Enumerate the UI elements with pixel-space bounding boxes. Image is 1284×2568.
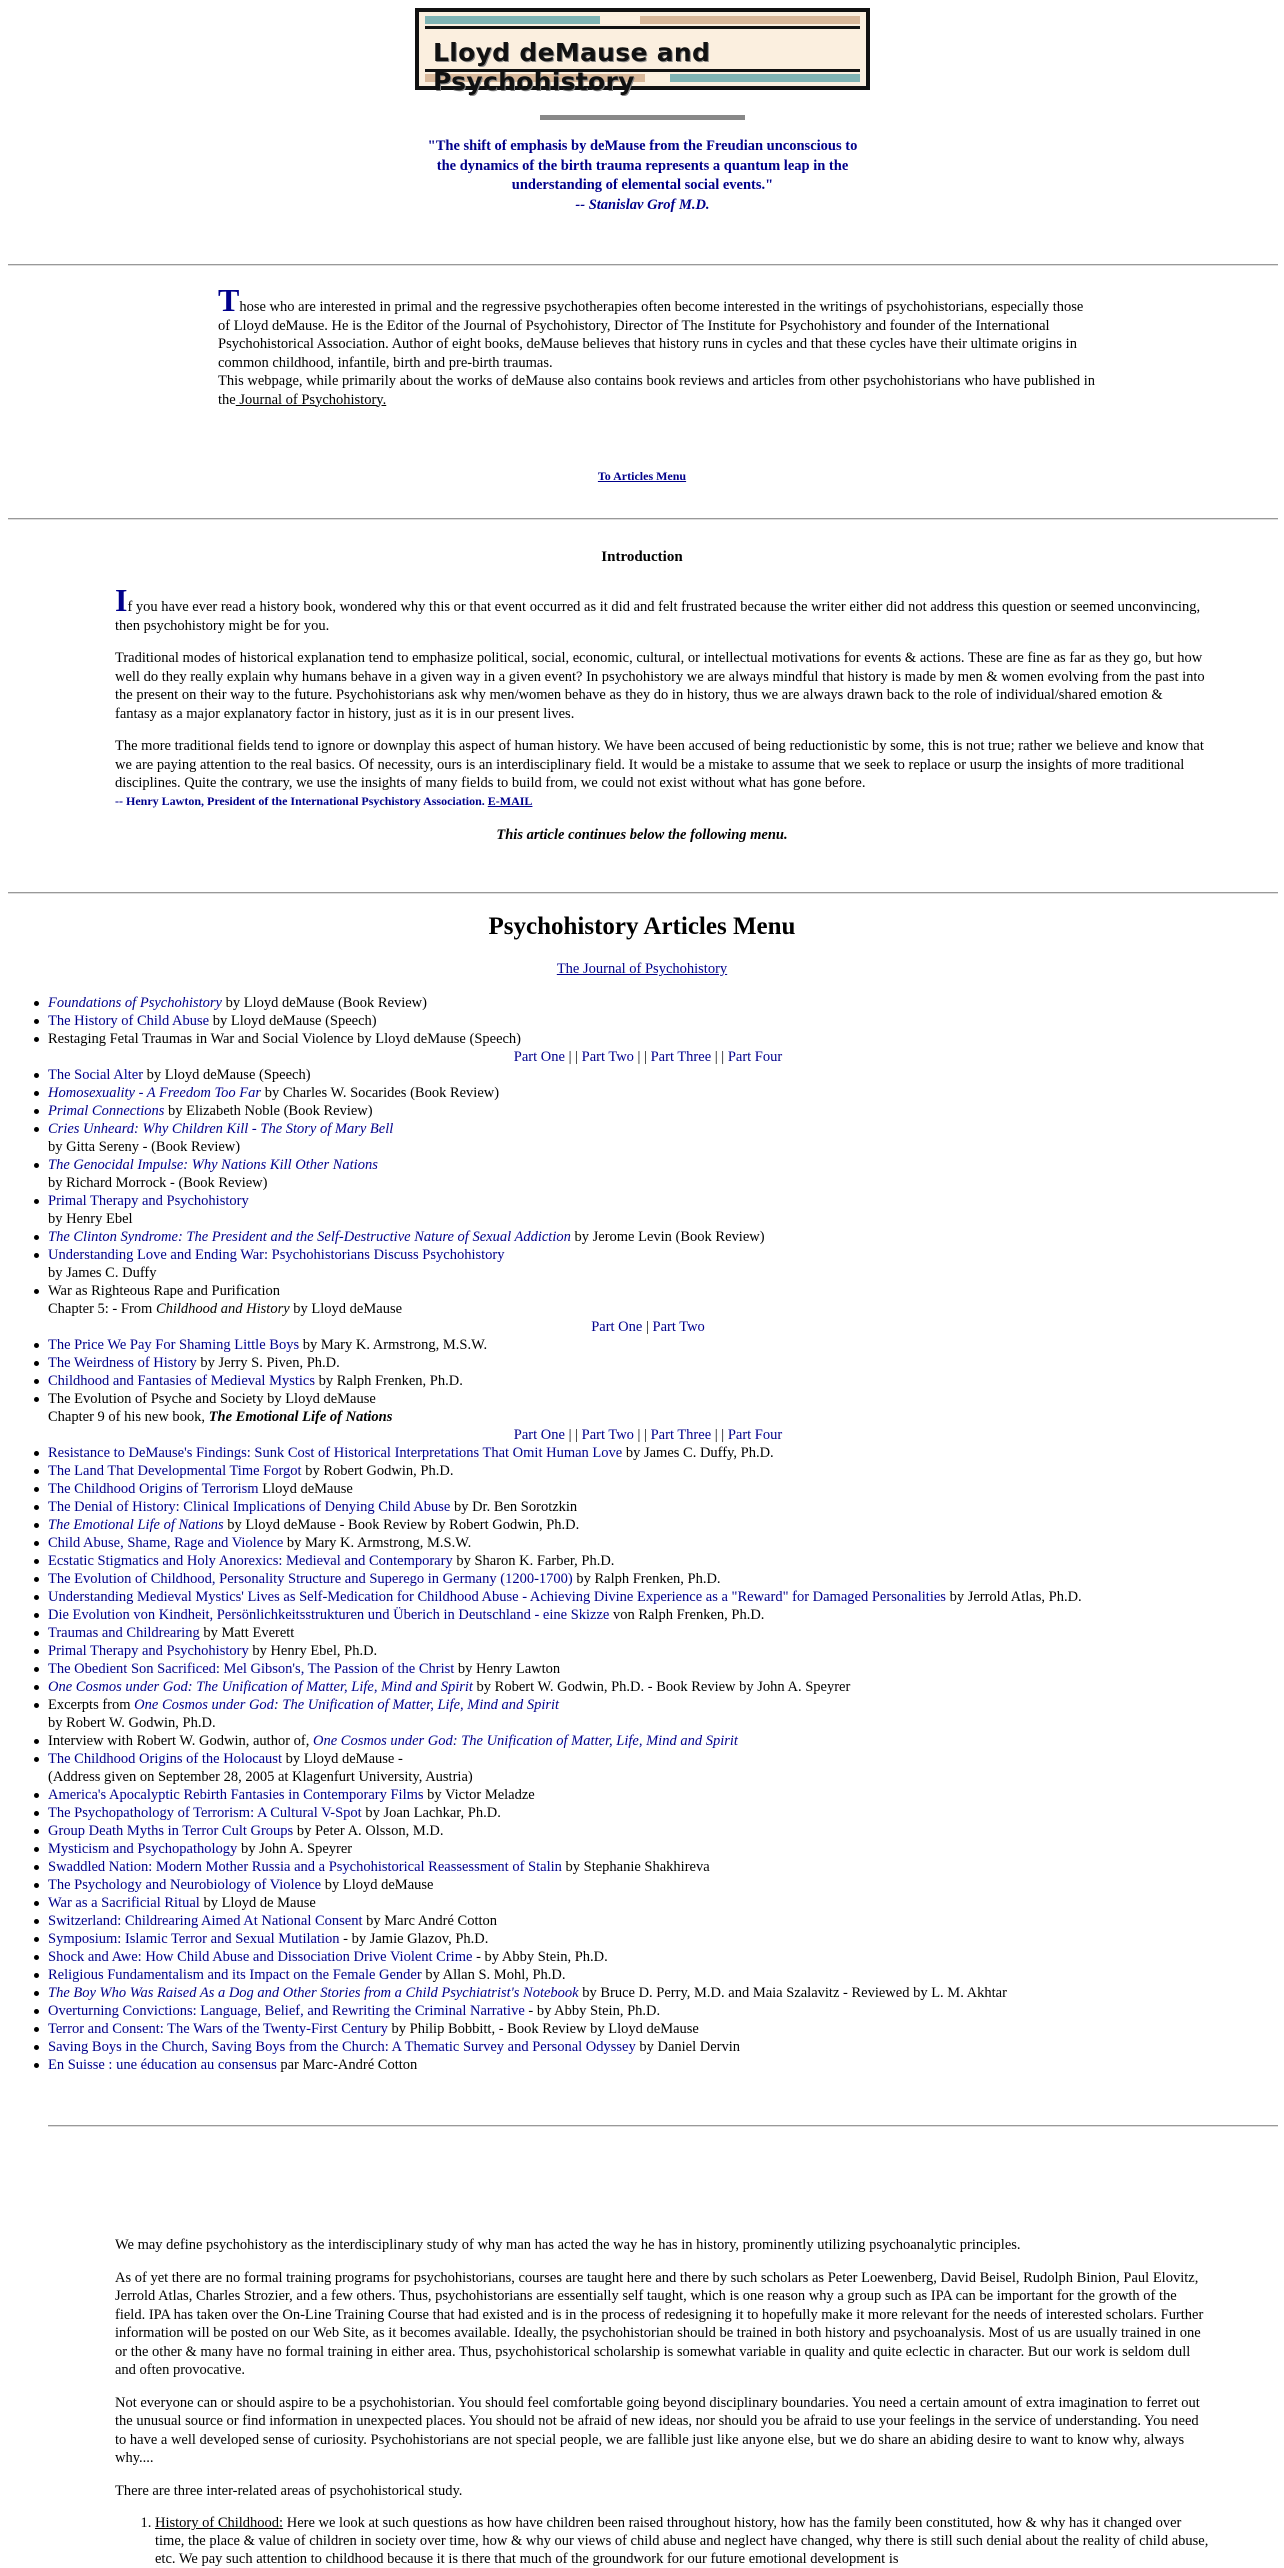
part-separator: |: [642, 1319, 653, 1335]
introduction-heading: Introduction: [601, 549, 683, 565]
article-link[interactable]: America's Apocalyptic Rebirth Fantasies in Contemporary Films: [48, 1787, 424, 1803]
list-item: [48, 1066, 1248, 1084]
item-author: by Lloyd deMause (Speech): [209, 1013, 377, 1029]
article-link[interactable]: The Weirdness of History: [48, 1355, 197, 1371]
study-areas-list: [115, 2514, 1210, 2568]
item-author: by Dr. Ben Sorotzkin: [450, 1499, 578, 1515]
article-link[interactable]: One Cosmos under God: The Unification of Matter, Life, Mind and Spirit: [134, 1697, 560, 1713]
item-author: by Elizabeth Noble (Book Review): [164, 1103, 373, 1119]
part-links: [48, 1426, 1248, 1444]
list-item: [48, 1030, 1248, 1048]
item-author: by Allan S. Mohl, Ph.D.: [421, 1967, 566, 1983]
journal-link[interactable]: Journal of Psychohistory.: [235, 391, 387, 408]
list-item: [48, 1408, 1248, 1426]
list-item: [48, 1480, 1248, 1498]
item-text: by Henry Ebel: [48, 1211, 133, 1227]
continued-p2: As of yet there are no formal training programs for psychohistorians, courses are taught here and there by such scholars as Peter Loewenberg, David Beisel, Rudolph Binion, Paul Elovitz, Jerrold Atlas, Charles Strozier, and a few others. Thus, psychohistorians are essentially self taught, which is one reason why a group such as IPA can be important for the growth of the field. IPA has taken over the On-Line Training Course that had existed and is in the process of redesigning it to hopefully make it more relevant for the needs of interested scholars. Further information will be posted on our Web Site, as it becomes available. Ideally, the psychohistorian should be trained in both history and psychoanalysis. Most of us are usually trained in one or the other & many have no formal training in either area. Thus, psychohistorical scholarship is somewhat variable in quality and quite eclectic in character. But our work is seldom dull and often provocative.: [115, 2269, 1204, 2378]
article-link[interactable]: The Clinton Syndrome: The President and the Self-Destructive Nature of Sexual Addiction: [48, 1229, 571, 1245]
list-item: [48, 1696, 1248, 1714]
article-link[interactable]: The Boy Who Was Raised As a Dog and Other Stories from a Child Psychiatrist's Notebook: [48, 1985, 579, 2001]
quote-text: "The shift of emphasis by deMause from the Freudian unconscious to the dynamics of the birth trauma represents a quantum leap in the understanding of elemental social events.": [427, 138, 858, 193]
item-author: by John A. Speyrer: [237, 1841, 353, 1857]
part-link[interactable]: Part One: [513, 1427, 565, 1443]
banner-title: Lloyd deMause and Psychohistory: [433, 38, 711, 96]
list-item: [48, 1462, 1248, 1480]
continues-note: This article continues below the following menu.: [496, 827, 788, 843]
horizontal-rule: [48, 2125, 1278, 2127]
item-author: by Philip Bobbitt, - Book Review by Lloyd deMause: [387, 2021, 699, 2037]
list-item: [48, 2038, 1248, 2056]
banner-decoration: [425, 16, 600, 24]
item-prefix: Interview with Robert W. Godwin, author of,: [48, 1733, 313, 1749]
banner-stripe: [425, 26, 860, 29]
list-item: [48, 1822, 1248, 1840]
article-link[interactable]: Saving Boys in the Church, Saving Boys from the Church: A Thematic Survey and Personal Odyssey: [48, 2039, 636, 2055]
item-author: Lloyd deMause: [258, 1481, 353, 1497]
article-link[interactable]: Cries Unheard: Why Children Kill - The Story of Mary Bell: [48, 1121, 394, 1137]
horizontal-rule: [8, 264, 1278, 266]
item-author: by Robert Godwin, Ph.D.: [301, 1463, 454, 1479]
horizontal-rule: [8, 518, 1278, 520]
list-item: [48, 1732, 1248, 1750]
item-author: by Jerry S. Piven, Ph.D.: [196, 1355, 340, 1371]
article-link[interactable]: Die Evolution von Kindheit, Persönlichkeitsstrukturen und Überich in Deutschland - eine Skizze: [48, 1607, 610, 1623]
article-link[interactable]: The Genocidal Impulse: Why Nations Kill Other Nations: [48, 1157, 378, 1173]
item-author: by Mary K. Armstrong, M.S.W.: [283, 1535, 472, 1551]
article-link[interactable]: One Cosmos under God: The Unification of Matter, Life, Mind and Spirit: [313, 1733, 738, 1749]
article-link[interactable]: The Denial of History: Clinical Implications of Denying Child Abuse: [48, 1499, 451, 1515]
part-link[interactable]: Part Three: [650, 1049, 712, 1065]
item-author: by Lloyd deMause (Book Review): [222, 995, 427, 1011]
item-author: by Marc André Cotton: [362, 1913, 498, 1929]
list-item: [48, 1246, 1248, 1264]
list-item: [48, 1984, 1248, 2002]
list-item: [48, 1138, 1248, 1156]
item-suffix: by Lloyd deMause: [289, 1301, 403, 1317]
item-author: by Jerome Levin (Book Review): [570, 1229, 765, 1245]
list-item: [48, 994, 1248, 1012]
article-link[interactable]: Primal Therapy and Psychohistory: [48, 1643, 249, 1659]
study-area-label: History of Childhood:: [155, 2515, 284, 2531]
part-separator: | |: [564, 1049, 582, 1065]
item-author: by James C. Duffy, Ph.D.: [622, 1445, 774, 1461]
list-item: [48, 1300, 1248, 1318]
list-item: [48, 2002, 1248, 2020]
article-link[interactable]: Traumas and Childrearing: [48, 1625, 200, 1641]
item-author: by Bruce D. Perry, M.D. and Maia Szalavitz - Reviewed by L. M. Akhtar: [578, 1985, 1007, 2001]
article-link[interactable]: One Cosmos under God: The Unification of Matter, Life, Mind and Spirit: [48, 1679, 473, 1695]
part-link[interactable]: Part Three: [650, 1427, 712, 1443]
list-item: [48, 1624, 1248, 1642]
list-item: [48, 1678, 1248, 1696]
article-link[interactable]: Group Death Myths in Terror Cult Groups: [48, 1823, 294, 1839]
item-author: by Sharon K. Farber, Ph.D.: [452, 1553, 615, 1569]
list-item: [48, 1948, 1248, 1966]
list-item: [48, 1354, 1248, 1372]
item-prefix: Chapter 9 of his new book,: [48, 1409, 209, 1425]
article-link[interactable]: The History of Child Abuse: [48, 1013, 210, 1029]
part-separator: | |: [633, 1427, 651, 1443]
list-item: [48, 1840, 1248, 1858]
list-item: [48, 1804, 1248, 1822]
part-link[interactable]: Part Four: [727, 1427, 783, 1443]
intro-text: hose who are interested in primal and the regressive psychotherapies often become interested in the writings of psychohistorians, especially those of Lloyd deMause. He is the Editor of the Journal of Psychohistory, Director of The Institute for Psychohistory and founder of the International Psychohistorical Association. Author of eight books, deMause believes that history runs in cycles and that these cycles have their ultimate origins in common childhood, infantile, birth and pre-birth traumas.: [218, 299, 1084, 371]
item-text: War as Righteous Rape and Purification: [48, 1283, 280, 1299]
article-link[interactable]: Overturning Convictions: Language, Belief, and Rewriting the Criminal Narrative: [48, 2003, 525, 2019]
list-item: [48, 1084, 1248, 1102]
introduction-p2: Traditional modes of historical explanation tend to emphasize political, social, economic, cultural, or intellectual motivations for events & actions. These are fine as far as they go, but how well do they really explain why humans behave in a given way in a given event? In psychohistory we are always mindful that history is made by men & women evolving from the past into the present on their way to the future. Psychohistorians ask why men/women behave as they do in history, thus we are always drawn back to the role of individual/shared emotion & fantasy as a major explanatory factor in history, just as it is in our present lives.: [115, 650, 1205, 722]
list-item: [48, 1012, 1248, 1030]
introduction-p3: The more traditional fields tend to ignore or downplay this aspect of human history. We have been accused of being reductionistic by some, this is not true; rather we believe and know that we are paying attention to the real basics. Of necessity, ours is an interdisciplinary field. It would be a mistake to assume that we seek to replace or usurp the insights of more traditional disciplines. Quite the contrary, we use the insights of many fields to build from, we could not exist without what has gone before.: [115, 738, 1204, 791]
item-author: by Stephanie Shakhireva: [561, 1859, 710, 1875]
item-author: by Peter A. Olsson, M.D.: [293, 1823, 444, 1839]
article-link[interactable]: Shock and Awe: How Child Abuse and Dissociation Drive Violent Crime: [48, 1949, 473, 1965]
article-link[interactable]: The Land That Developmental Time Forgot: [48, 1463, 302, 1479]
intro-paragraph-2: [218, 372, 1098, 409]
list-item: [48, 1210, 1248, 1228]
item-author: by Lloyd de Mause: [199, 1895, 316, 1911]
item-prefix: Excerpts from: [48, 1697, 135, 1713]
journal-link-wrap: [0, 960, 1284, 979]
email-link[interactable]: E-MAIL: [487, 793, 533, 808]
article-link[interactable]: En Suisse : une éducation au consensus: [48, 2057, 277, 2073]
item-text: by Robert W. Godwin, Ph.D.: [48, 1715, 216, 1731]
item-author: by Lloyd deMause -: [281, 1751, 403, 1767]
intro-block: [218, 282, 1098, 409]
item-author: by Lloyd deMause - Book Review by Robert Godwin, Ph.D.: [223, 1517, 580, 1533]
article-link[interactable]: Mysticism and Psychopathology: [48, 1841, 238, 1857]
part-links: [48, 1318, 1248, 1336]
article-link[interactable]: Swaddled Nation: Modern Mother Russia and a Psychohistorical Reassessment of Stalin: [48, 1859, 562, 1875]
item-text: Restaging Fetal Traumas in War and Social Violence by Lloyd deMause (Speech): [48, 1031, 522, 1047]
article-link[interactable]: The Emotional Life of Nations: [48, 1517, 224, 1533]
item-author: by Ralph Frenken, Ph.D.: [572, 1571, 721, 1587]
list-item: [48, 1552, 1248, 1570]
article-link[interactable]: The Psychopathology of Terrorism: A Cultural V-Spot: [48, 1805, 362, 1821]
article-link[interactable]: The Social Alter: [48, 1067, 144, 1083]
item-book-title: Childhood and History: [155, 1301, 290, 1317]
continued-p4: There are three inter-related areas of psychohistorical study.: [115, 2482, 463, 2499]
article-link[interactable]: Understanding Love and Ending War: Psychohistorians Discuss Psychohistory: [48, 1247, 505, 1263]
item-text: by James C. Duffy: [48, 1265, 157, 1281]
site-banner: [415, 8, 870, 96]
horizontal-rule: [8, 892, 1278, 894]
item-author: by Henry Ebel, Ph.D.: [248, 1643, 378, 1659]
part-links: [48, 1048, 1248, 1066]
item-author: by Mary K. Armstrong, M.S.W.: [299, 1337, 488, 1353]
item-author: by Ralph Frenken, Ph.D.: [315, 1373, 463, 1389]
list-item: [48, 1660, 1248, 1678]
list-item: [48, 1228, 1248, 1246]
list-item: [48, 1192, 1248, 1210]
item-text: by Gitta Sereny - (Book Review): [48, 1139, 241, 1155]
quote-author: -- Stanislav Grof M.D.: [575, 196, 710, 213]
introduction-p1: [115, 582, 1205, 635]
list-item: [48, 1444, 1248, 1462]
article-link[interactable]: The Childhood Origins of the Holocaust: [48, 1751, 282, 1767]
to-articles-menu-link[interactable]: To Articles Menu: [597, 469, 687, 483]
article-link[interactable]: War as a Sacrificial Ritual: [48, 1895, 200, 1911]
part-separator: | |: [633, 1049, 651, 1065]
list-item: [48, 1750, 1248, 1768]
article-link[interactable]: Homosexuality - A Freedom Too Far: [48, 1085, 262, 1101]
item-author: by Lloyd deMause: [321, 1877, 434, 1893]
articles-list: [48, 994, 1248, 2074]
item-author: by Robert W. Godwin, Ph.D. - Book Review by John A. Speyrer: [472, 1679, 851, 1695]
list-item: [48, 1894, 1248, 1912]
article-link[interactable]: Childhood and Fantasies of Medieval Mystics: [48, 1373, 316, 1389]
item-author: - by Jamie Glazov, Ph.D.: [339, 1931, 489, 1947]
signature-text: -- Henry Lawton, President of the International Psychistory Association.: [115, 793, 485, 808]
intro-paragraph: [218, 282, 1098, 372]
part-link[interactable]: Part Four: [727, 1049, 783, 1065]
list-item: [48, 1966, 1248, 1984]
article-link[interactable]: Primal Therapy and Psychohistory: [48, 1193, 249, 1209]
list-item: [48, 1498, 1248, 1516]
article-link[interactable]: Switzerland: Childrearing Aimed At National Consent: [48, 1913, 363, 1929]
list-item: [48, 1390, 1248, 1408]
article-link[interactable]: The Obedient Son Sacrificed: Mel Gibson's, The Passion of the Christ: [48, 1661, 455, 1677]
item-author: by Daniel Dervin: [635, 2039, 741, 2055]
item-author: by Charles W. Socarides (Book Review): [261, 1085, 500, 1101]
item-author: by Henry Lawton: [454, 1661, 561, 1677]
list-item: [48, 1606, 1248, 1624]
article-link[interactable]: Terror and Consent: The Wars of the Twenty-First Century: [48, 2021, 388, 2037]
item-author: von Ralph Frenken, Ph.D.: [609, 1607, 765, 1623]
list-item: [48, 1372, 1248, 1390]
item-author: - by Abby Stein, Ph.D.: [472, 1949, 608, 1965]
part-link[interactable]: Part Two: [581, 1049, 634, 1065]
study-area-text: Here we look at such questions as how have children been raised throughout history, how has the family been constituted, how & why has it changed over time, the place & value of children in society over time, how & why our views of child abuse and neglect have changed, why there is still such denial about the reality of child abuse, etc. We pay such attention to childhood because it is there that much of the groundwork for our future emotional development is: [155, 2515, 1209, 2567]
divider-bar: [540, 115, 745, 120]
list-item: [48, 1858, 1248, 1876]
study-area-item: [155, 2514, 1210, 2568]
journal-of-psychohistory-link[interactable]: The Journal of Psychohistory: [556, 961, 728, 977]
introduction-text: f you have ever read a history book, wondered why this or that event occurred as it did and felt frustrated because the writer either did not address this question or seemed unconvincing, then psychohistory might be for you.: [115, 599, 1201, 634]
drop-cap: I: [115, 582, 128, 618]
list-item: [48, 2056, 1248, 2074]
list-item: [48, 1156, 1248, 1174]
to-articles-wrap: [0, 467, 1284, 486]
list-item: [48, 1174, 1248, 1192]
banner-decoration: [640, 16, 860, 24]
item-author: par Marc-André Cotton: [276, 2057, 418, 2073]
item-text: The Evolution of Psyche and Society by Lloyd deMause: [48, 1391, 376, 1407]
article-continued: [115, 2236, 1210, 2568]
continued-p3: Not everyone can or should aspire to be a psychohistorian. You should feel comfortable going beyond disciplinary boundaries. You need a certain amount of extra imagination to ferret out the unusual source or find information in unexpected places. You should not be afraid of new ideas, nor should you be afraid to use your feelings in the service of understanding. You need to have a well developed sense of curiosity. Psychohistorians are not special people, we are fallible just like anyone else, but we do share an abiding desire to want to know why, always why....: [115, 2394, 1200, 2466]
item-prefix: Chapter 5: - From: [48, 1301, 156, 1317]
list-item: [48, 1282, 1248, 1300]
part-link[interactable]: Part Two: [581, 1427, 634, 1443]
item-author: by Victor Meladze: [423, 1787, 535, 1803]
item-book-title: The Emotional Life of Nations: [208, 1409, 393, 1425]
part-link[interactable]: Part One: [591, 1319, 643, 1335]
continued-p1: We may define psychohistory as the interdisciplinary study of why man has acted the way he has in history, prominently utilizing psychoanalytic principles.: [115, 2237, 1021, 2253]
list-item: [48, 1516, 1248, 1534]
article-link[interactable]: Resistance to DeMause's Findings: Sunk Cost of Historical Interpretations That Omit Human Love: [48, 1445, 623, 1461]
list-item: [48, 1768, 1248, 1786]
list-item: [48, 1912, 1248, 1930]
list-item: [48, 1264, 1248, 1282]
list-item: [48, 1588, 1248, 1606]
list-item: [48, 2020, 1248, 2038]
list-item: [48, 1570, 1248, 1588]
intro-text-2: This webpage, while primarily about the works of deMause also contains book reviews and articles from other psychohistorians who have published in the: [218, 373, 1096, 408]
articles-menu-title: Psychohistory Articles Menu: [488, 913, 796, 940]
article-link[interactable]: The Childhood Origins of Terrorism: [48, 1481, 259, 1497]
list-item: [48, 1930, 1248, 1948]
part-link[interactable]: Part One: [513, 1049, 565, 1065]
list-item: [48, 1642, 1248, 1660]
drop-cap: T: [218, 282, 240, 318]
list-item: [48, 1876, 1248, 1894]
article-link[interactable]: The Price We Pay For Shaming Little Boys: [48, 1337, 300, 1353]
list-item: [48, 1102, 1248, 1120]
item-author: by Lloyd deMause (Speech): [143, 1067, 311, 1083]
item-author: by Joan Lachkar, Ph.D.: [361, 1805, 501, 1821]
introduction-signature: [115, 793, 1205, 809]
article-link[interactable]: Religious Fundamentalism and its Impact on the Female Gender: [48, 1967, 422, 1983]
article-link[interactable]: Foundations of Psychohistory: [48, 995, 222, 1011]
article-link[interactable]: Child Abuse, Shame, Rage and Violence: [48, 1535, 284, 1551]
articles-list-wrap: [48, 994, 1248, 2074]
article-link[interactable]: Ecstatic Stigmatics and Holy Anorexics: Medieval and Contemporary: [48, 1553, 453, 1569]
list-item: [48, 1786, 1248, 1804]
part-separator: | |: [711, 1427, 728, 1443]
grof-quote: [420, 137, 865, 215]
item-text: (Address given on September 28, 2005 at Klagenfurt University, Austria): [48, 1769, 473, 1785]
introduction-body: [115, 582, 1205, 809]
item-author: by Matt Everett: [199, 1625, 295, 1641]
article-link[interactable]: Symposium: Islamic Terror and Sexual Mutilation: [48, 1931, 340, 1947]
list-item: [48, 1534, 1248, 1552]
item-author: by Jerrold Atlas, Ph.D.: [945, 1589, 1082, 1605]
list-item: [48, 1120, 1248, 1138]
part-separator: | |: [564, 1427, 582, 1443]
part-separator: | |: [711, 1049, 728, 1065]
article-link[interactable]: The Psychology and Neurobiology of Violence: [48, 1877, 322, 1893]
part-link[interactable]: Part Two: [652, 1319, 705, 1335]
list-item: [48, 1336, 1248, 1354]
article-link[interactable]: Understanding Medieval Mystics' Lives as Self-Medication for Childhood Abuse - Achieving Divine Experience as a "Reward" for Damaged Personalities: [48, 1589, 946, 1605]
item-author: - by Abby Stein, Ph.D.: [524, 2003, 661, 2019]
item-text: by Richard Morrock - (Book Review): [48, 1175, 268, 1191]
article-link[interactable]: Primal Connections: [48, 1103, 165, 1119]
article-link[interactable]: The Evolution of Childhood, Personality Structure and Superego in Germany (1200-1700): [48, 1571, 573, 1587]
list-item: [48, 1714, 1248, 1732]
